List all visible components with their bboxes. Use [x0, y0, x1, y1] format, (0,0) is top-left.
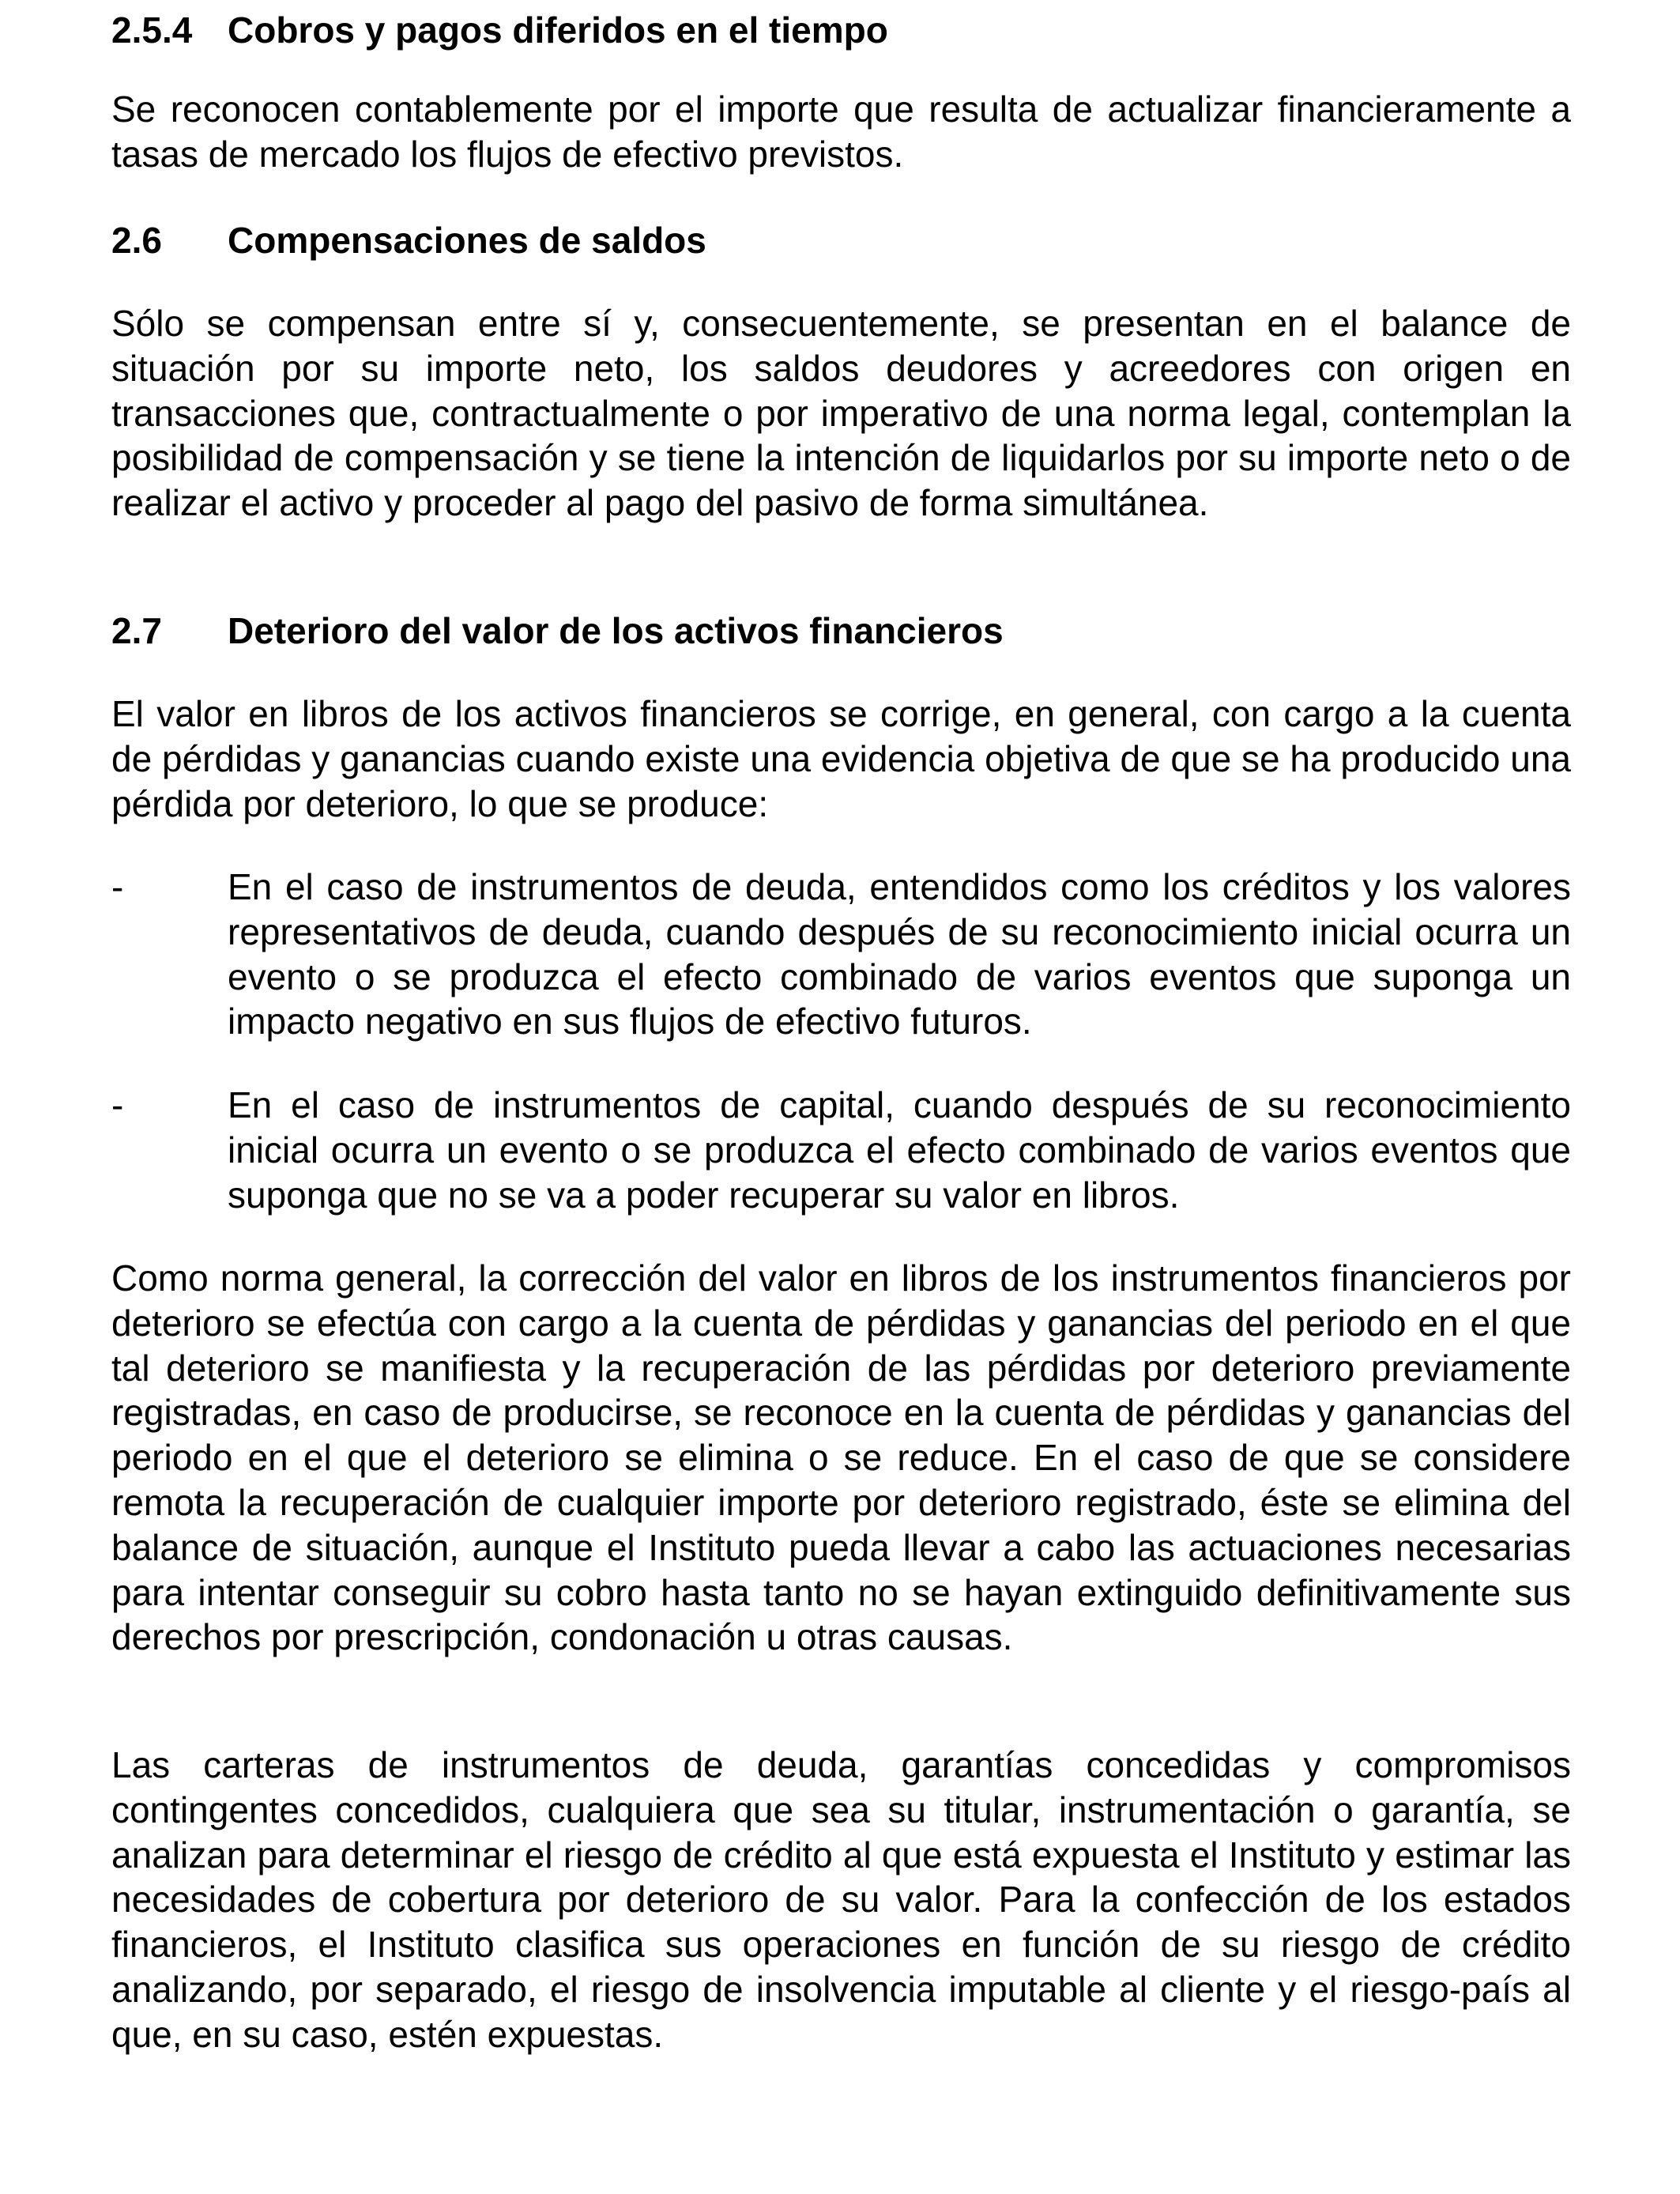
paragraph-cobros-pagos: Se reconocen contablemente por el importe que resulta de actualizar financieramente a tasas de mercado los flujos de efectivo previstos.: [111, 89, 1571, 175]
bullet-marker: -: [111, 1084, 124, 1125]
section-number: 2.5.4: [111, 9, 193, 51]
section-heading-2-5-4: [111, 6, 888, 54]
paragraph-deterioro-intro: El valor en libros de los activos financieros se corrige, en general, con cargo a la cuenta de pérdidas y ganancias cuando existe una evidencia objetiva de que se ha producido una pérdida por deterioro, lo que se produce:: [111, 693, 1571, 824]
bullet-text: En el caso de instrumentos de deuda, entendidos como los créditos y los valores representativos de deuda, cuando después de su reconocimiento inicial ocurra un evento o se produzca el efecto combinado de varios eventos que suponga un impacto negativo en sus flujos de efectivo futuros.: [228, 866, 1571, 1042]
paragraph-compensaciones: Sólo se compensan entre sí y, consecuentemente, se presentan en el balance de situación por su importe neto, los saldos deudores y acreedores con origen en transacciones que, contractualmente o por imperativo de una norma legal, contemplan la posibilidad de compensación y se tiene la intención de liquidarlos por su importe neto o de realizar el activo y proceder al pago del pasivo de forma simultánea.: [111, 303, 1571, 524]
section-title: Cobros y pagos diferidos en el tiempo: [228, 9, 888, 51]
section-heading-2-7: [111, 607, 1004, 654]
paragraph-norma-general: Como norma general, la corrección del valor en libros de los instrumentos financieros por deterioro se efectúa con cargo a la cuenta de pérdidas y ganancias del periodo en el que tal deterioro se manifiesta y la recuperación de las pérdidas por deterioro previamente registradas, en caso de producirse, se reconoce en la cuenta de pérdidas y ganancias del periodo en el que el deterioro se elimina o se reduce. En el caso de que se considere remota la recuperación de cualquier importe por deterioro registrado, éste se elimina del balance de situación, aunque el Instituto pueda llevar a cabo las actuaciones necesarias para intentar conseguir su cobro hasta tanto no se hayan extinguido definitivamente sus derechos por prescripción, condonación u otras causas.: [111, 1257, 1571, 1658]
bullet-text: En el caso de instrumentos de capital, cuando después de su reconocimiento inicial ocurra un evento o se produzca el efecto combinado de varios eventos que suponga que no se va a poder recuperar su valor en libros.: [228, 1084, 1571, 1216]
paragraph-carteras: Las carteras de instrumentos de deuda, garantías concedidas y compromisos contingentes concedidos, cualquiera que sea su titular, instrumentación o garantía, se analizan para determinar el riesgo de crédito al que está expuesta el Instituto y estimar las necesidades de cobertura por deterioro de su valor. Para la confección de los estados financieros, el Instituto clasifica sus operaciones en función de su riesgo de crédito analizando, por separado, el riesgo de insolvencia imputable al cliente y el riesgo-país al que, en su caso, estén expuestas.: [111, 1744, 1571, 2055]
section-title: Compensaciones de saldos: [228, 220, 706, 261]
section-heading-2-6: [111, 217, 706, 264]
section-number: 2.6: [111, 220, 162, 261]
section-title: Deterioro del valor de los activos financieros: [228, 610, 1004, 651]
bullet-marker: -: [111, 866, 124, 907]
section-number: 2.7: [111, 610, 162, 651]
